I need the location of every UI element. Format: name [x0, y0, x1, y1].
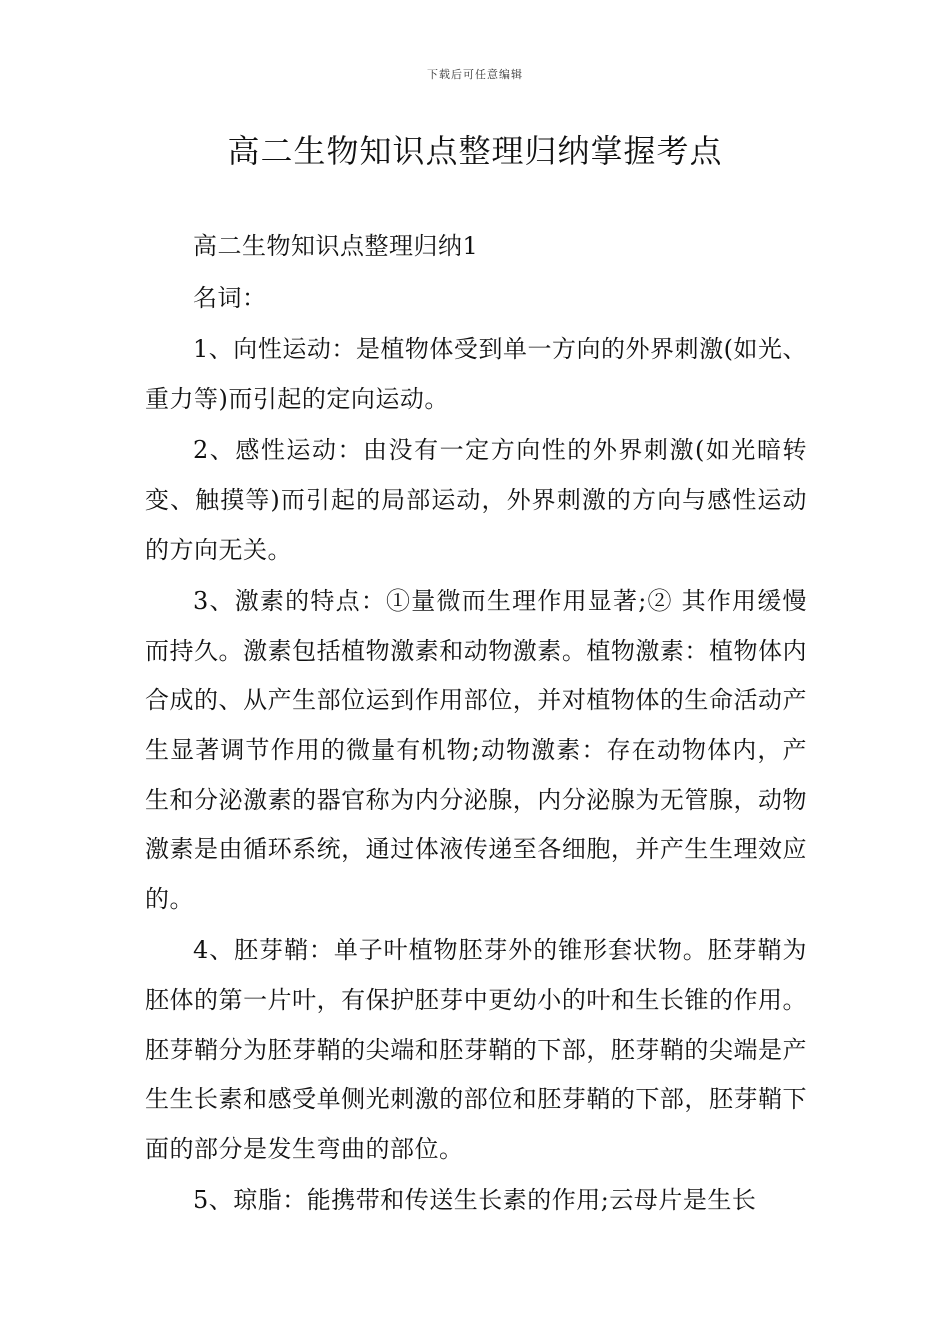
header-note: 下载后可任意编辑 [427, 68, 523, 81]
paragraph-item-4: 4、胚芽鞘：单子叶植物胚芽外的锥形套状物。胚芽鞘为胚体的第一片叶，有保护胚芽中更幼小的叶和生长锥的作用。胚芽鞘分为胚芽鞘的尖端和胚芽鞘的下部，胚芽鞘的尖端是产生生长素和感受单侧光刺激的部位和胚芽鞘的下部，胚芽鞘下面的部分是发生弯曲的部位。 [145, 936, 807, 1163]
document-body [145, 222, 807, 1228]
paragraph-item-2: 2、感性运动：由没有一定方向性的外界刺激(如光暗转变、触摸等)而引起的局部运动，外界刺激的方向与感性运动的方向无关。 [145, 436, 807, 564]
paragraph-terms-label: 名词： [193, 283, 267, 312]
page-title: 高二生物知识点整理归纳掌握考点 [227, 132, 723, 170]
paragraph-item-5: 5、琼脂：能携带和传送生长素的作用;云母片是生长 [193, 1186, 757, 1215]
paragraph-section-heading: 高二生物知识点整理归纳1 [193, 232, 479, 260]
paragraph-item-1: 1、向性运动：是植物体受到单一方向的外界刺激(如光、重力等)而引起的定向运动。 [145, 335, 807, 413]
paragraph-item-3: 3、激素的特点：①量微而生理作用显著;② 其作用缓慢而持久。激素包括植物激素和动物激素。植物激素：植物体内合成的、从产生部位运到作用部位，并对植物体的生命活动产生显著调节作用的微量有机物;动物激素：存在动物体内，产生和分泌激素的器官称为内分泌腺，内分泌腺为无管腺，动物激素是由循环系统，通过体液传递至各细胞，并产生生理效应的。 [145, 587, 807, 913]
